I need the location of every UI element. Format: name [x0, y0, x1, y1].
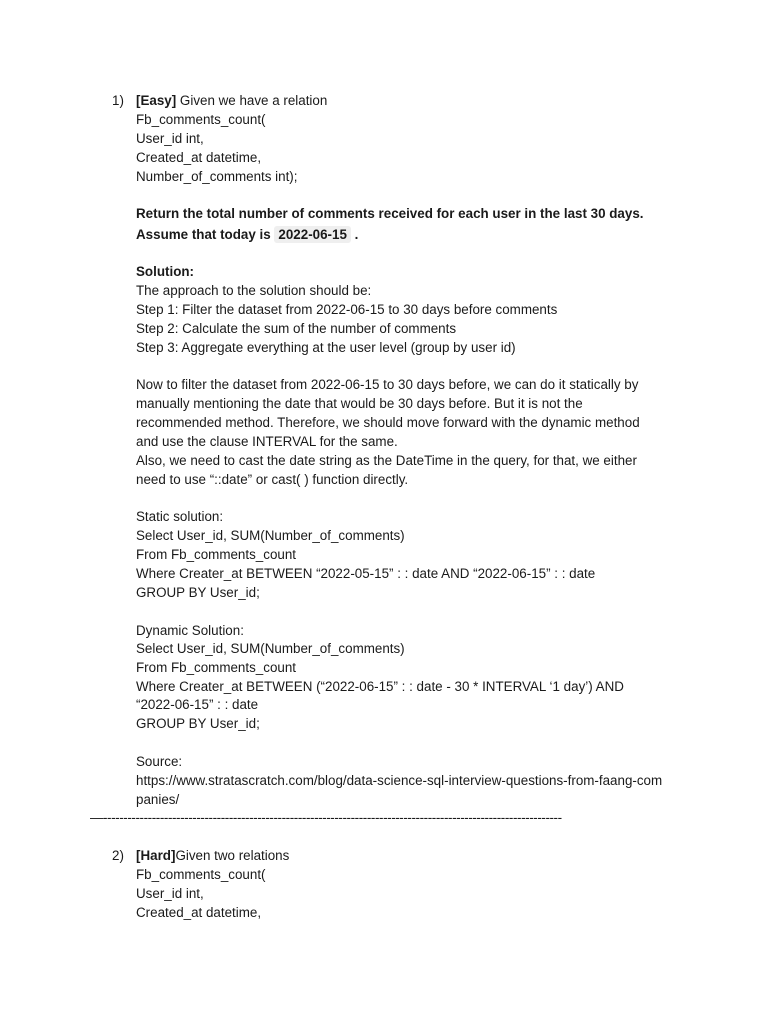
q1-schema-line: User_id int,	[136, 131, 204, 146]
q2-schema-line: Created_at datetime,	[136, 905, 262, 920]
q1-dynamic-solution-line: “2022-06-15” : : date	[136, 697, 259, 712]
q1-schema-line: Number_of_comments int);	[136, 169, 298, 184]
q1-intro: Given we have a relation	[176, 93, 328, 108]
q1-approach-line: Step 1: Filter the dataset from 2022-06-15 to 30 days before comments	[136, 302, 558, 317]
q1-explanation-line: need to use “::date” or cast( ) function directly.	[136, 472, 409, 487]
q1-source-url: panies/	[136, 792, 180, 807]
q1-title	[136, 91, 327, 110]
q1-task-line	[136, 225, 358, 244]
q1-explanation-line: Now to filter the dataset from 2022-06-15 to 30 days before, we can do it statically by	[136, 377, 639, 392]
q1-task-date-chip: 2022-06-15	[274, 226, 351, 243]
q1-task-suffix: .	[350, 227, 359, 242]
q1-explanation-line: recommended method. Therefore, we should move forward with the dynamic method	[136, 415, 640, 430]
q1-dynamic-solution-line: Select User_id, SUM(Number_of_comments)	[136, 641, 405, 656]
q2-title	[136, 846, 289, 865]
q2-schema-line: User_id int,	[136, 886, 204, 901]
q1-solution-heading: Solution:	[136, 264, 195, 279]
q1-dynamic-solution-line: From Fb_comments_count	[136, 660, 297, 675]
q1-task-prefix: Assume that today is	[136, 227, 275, 242]
q2-difficulty-tag: [Hard]	[136, 848, 176, 863]
q1-number: 1)	[112, 93, 124, 108]
q1-schema-line: Fb_comments_count(	[136, 112, 266, 127]
q1-explanation-line: and use the clause INTERVAL for the same.	[136, 434, 398, 449]
q2-intro: Given two relations	[175, 848, 290, 863]
q1-approach-line: Step 2: Calculate the sum of the number of comments	[136, 321, 457, 336]
q1-difficulty-tag: [Easy]	[136, 93, 177, 108]
q1-static-solution-line: Static solution:	[136, 509, 224, 524]
q1-explanation-line: manually mentioning the date that would be 30 days before. But it is not the	[136, 396, 583, 411]
q1-task-line: Return the total number of comments received for each user in the last 30 days.	[136, 206, 644, 221]
q1-source-label: Source:	[136, 754, 183, 769]
q1-explanation-line: Also, we need to cast the date string as the DateTime in the query, for that, we either	[136, 453, 637, 468]
q1-approach-line: Step 3: Aggregate everything at the user level (group by user id)	[136, 340, 516, 355]
q1-schema-line: Created_at datetime,	[136, 150, 262, 165]
q1-dynamic-solution-line: Where Creater_at BETWEEN (“2022-06-15” : : date - 30 * INTERVAL ‘1 day’) AND	[136, 679, 624, 694]
q1-static-solution-line: Select User_id, SUM(Number_of_comments)	[136, 528, 405, 543]
section-divider: —-----------------------------------------------------------------------------------------------------------------	[90, 810, 562, 825]
q1-static-solution-line: From Fb_comments_count	[136, 547, 297, 562]
q1-source-url: https://www.stratascratch.com/blog/data-science-sql-interview-questions-from-faang-com	[136, 773, 663, 788]
q1-static-solution-line: Where Creater_at BETWEEN “2022-05-15” : : date AND “2022-06-15” : : date	[136, 566, 596, 581]
q2-number: 2)	[112, 848, 124, 863]
q1-approach-line: The approach to the solution should be:	[136, 283, 372, 298]
q2-schema-line: Fb_comments_count(	[136, 867, 266, 882]
q1-dynamic-solution-line: Dynamic Solution:	[136, 623, 244, 638]
q1-static-solution-line: GROUP BY User_id;	[136, 585, 260, 600]
q1-dynamic-solution-line: GROUP BY User_id;	[136, 716, 260, 731]
